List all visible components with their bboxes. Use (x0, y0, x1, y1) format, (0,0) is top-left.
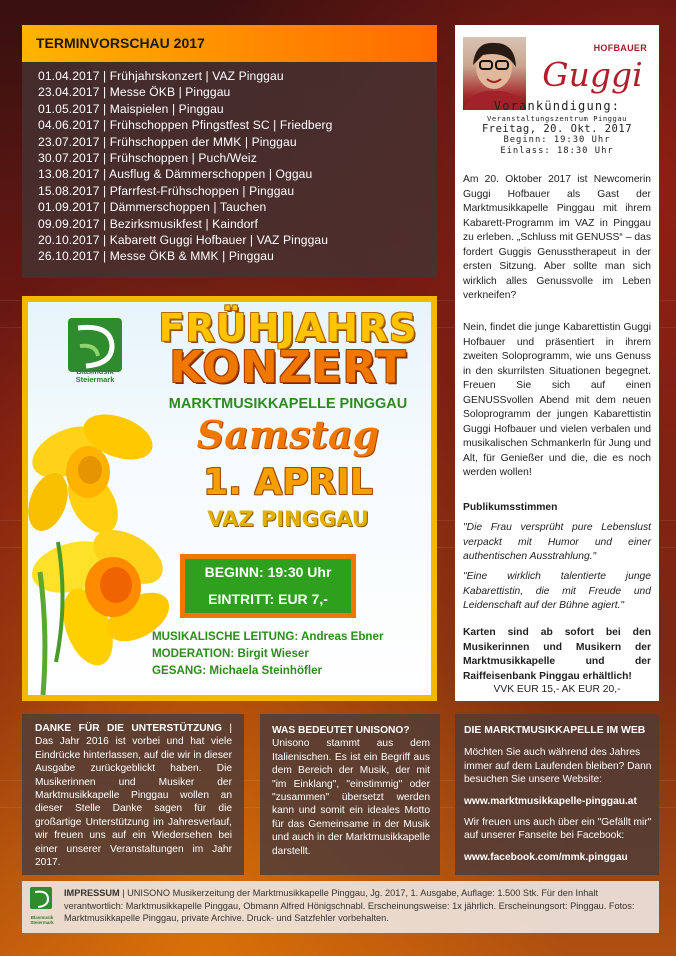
begin-time: BEGINN: 19:30 Uhr (204, 564, 332, 580)
time-price-box (180, 554, 356, 618)
logo-caption-small: Blasmusik Steiermark (30, 915, 54, 925)
unisono-text: Unisono stammt aus dem Italienischen. Es ist ein Begriff aus dem Bereich der Musik, der mit "im Einklang", "einstimmig" oder "zusammen" übersetzt werden kann und somit ein ideales Motto für das Gemeinsame in der Musik und auch in der Marktmusikkapelle darstellt. (272, 738, 430, 857)
event-item: 01.05.2017 | Maispielen | Pinggau (38, 101, 224, 116)
poster-inner (28, 302, 431, 695)
event-item: 01.09.2017 | Dämmerschoppen | Tauchen (38, 200, 267, 215)
facebook-link[interactable]: www.facebook.com/mmk.pinggau (464, 851, 628, 863)
event-item: 01.04.2017 | Frühjahrskonzert | VAZ Pinggau (38, 69, 284, 83)
web-text-1: Möchten Sie auch während des Jahres immer auf dem Laufenden bleiben? Dann besuchen Sie unsere Website: (464, 747, 652, 786)
announcement-title: Vorankündigung: (493, 99, 621, 113)
event-item: 23.07.2017 | Frühschoppen der MMK | Pinggau (38, 134, 297, 149)
web-box (455, 714, 659, 875)
event-item: 30.07.2017 | Frühschoppen | Puch/Weiz (38, 151, 257, 166)
credit-line: MUSIKALISCHE LEITUNG: Andreas Ebner (152, 630, 384, 643)
impressum-footer (22, 881, 659, 933)
kabarett-announcement (455, 25, 659, 701)
logo-caption: Blasmusik Steiermark (75, 367, 115, 384)
event-item: 20.10.2017 | Kabarett Guggi Hofbauer | VAZ Pinggau (38, 233, 329, 248)
poster-venue: VAZ PINGGAU (207, 507, 369, 531)
impressum-text: | UNISONO Musikerzeitung der Marktmusikkapelle Pinggau, Jg. 2017, 1. Ausgabe, Auflage: 1.500 Stk. Für den Inhalt verantwortlich: Marktmusikkapelle Pinggau, Obmann Alfred Hönigschnabl. Erscheinungsweise: 1x jährlich. Erscheinungsort: Pinggau. Fotos: Marktmusikkapelle Pinggau, private Archive. Druck- und Satzfehler vorbehalten. (64, 888, 635, 924)
poster-credits (152, 628, 431, 679)
ticket-info: Karten sind ab sofort bei den Musikerinnen und Musikern der Marktmusikkapelle und der Raiffeisenbank Pinggau erhältlich! (463, 627, 651, 682)
thanks-title: DANKE FÜR DIE UNTERSTÜTZUNG (35, 723, 222, 734)
entry-price: EINTRITT: EUR 7,- (208, 591, 328, 607)
thanks-box (22, 714, 244, 875)
announcement-begin: Beginn: 19:30 Uhr (503, 135, 611, 145)
audience-quote-1: "Die Frau versprüht pure Lebenslust verpackt mit Humor und einer authentischen Ausstrahlung." (463, 522, 651, 562)
event-item: 09.09.2017 | Bezirksmusikfest | Kaindorf (38, 216, 259, 231)
event-item: 15.08.2017 | Pfarrfest-Frühschoppen | Pinggau (38, 183, 295, 198)
concert-poster (22, 296, 437, 701)
poster-title-line1: FRÜHJAHRS (158, 306, 418, 350)
web-text-2: Wir freuen uns auch über ein "Gefällt mir" auf unserer Fanseite bei Facebook: (464, 817, 652, 842)
announcement-venue: Veranstaltungszentrum Pinggau (487, 114, 627, 123)
credit-line: MODERATION: Birgit Wieser (152, 647, 309, 660)
announcement-entry: Einlass: 18:30 Uhr (500, 145, 614, 156)
thanks-separator: | (221, 723, 232, 734)
blasmusik-logo-small (30, 887, 52, 915)
unisono-box (260, 714, 440, 875)
thanks-text: Das Jahr 2016 ist vorbei und hat viele Eindrücke hinterlassen, auf die wir in dieser Ausgabe zurückgeblickt haben. Die Musikerinnen und Musiker der Marktmusikkapelle Pinggau wollen an dieser Stelle Danke sagen für die großartige Unterstützung im Jahresverlauf, wir freuen uns auf ein Wiedersehen bei einer unserer Veranstaltungen im Jahr 2017. (35, 736, 232, 869)
announcement-paragraph-2: Nein, findet die junge Kabarettistin Guggi Hofbauer und präsentiert in ihrem zweiten Soloprogramm, wie uns Genuss in den skurrilsten Situationen begegnet. Freuen Sie sich auf einen GENUSSvollen Abend mit dem neuen Soloprogramm der jungen Kabarettistin Guggi Hofbauer und vielen verbalen und musikalischen Schmankerln für Jung und Alt, für Genießer und die, die es noch werden wollen! (463, 322, 651, 478)
event-list (22, 68, 437, 265)
terminvorschau-title: TERMINVORSCHAU 2017 (22, 25, 437, 62)
poster-date: 1. APRIL (203, 462, 373, 503)
unisono-title: WAS BEDEUTET UNISONO? (272, 725, 410, 736)
impressum-label: IMPRESSUM (64, 888, 120, 898)
brand-logo-script: Guggi (542, 55, 643, 94)
audience-quote-2: "Eine wirklich talentierte junge Kabarettistin, die mit Freude und Leidenschaft auf der Bühne agiert." (463, 571, 651, 611)
website-link[interactable]: www.marktmusikkapelle-pinggau.at (464, 795, 637, 807)
event-item: 13.08.2017 | Ausflug & Dämmerschoppen | Oggau (38, 167, 313, 182)
poster-day: Samstag (196, 412, 380, 457)
credit-line: GESANG: Michaela Steinhöfler (152, 664, 323, 677)
audience-voices-title: Publikumsstimmen (463, 502, 558, 513)
brand-surname: HOFBAUER (593, 43, 647, 53)
announcement-header (455, 99, 659, 156)
web-title: DIE MARKTMUSIKKAPELLE IM WEB (464, 725, 646, 736)
terminvorschau-panel (22, 25, 437, 278)
ticket-price: VVK EUR 15,- AK EUR 20,- (493, 684, 621, 695)
event-item: 04.06.2017 | Frühschoppen Pfingstfest SC | Friedberg (38, 118, 333, 133)
poster-title-line2: KONZERT (169, 342, 407, 393)
event-item: 23.04.2017 | Messe ÖKB | Pinggau (38, 85, 231, 100)
announcement-paragraph-1: Am 20. Oktober 2017 ist Newcomerin Guggi Hofbauer als Gast der Marktmusikkapelle Pinggau mit ihrem Kabarett-Programm im VAZ in Pinggau zu erleben. „Schluss mit GENUSS“ – das fordert Guggis Genusstherapeut in der ersten Sitzung. Aber sollte man sich wirklich alles Genussvolle im Leben verkneifen? (463, 174, 651, 301)
event-item: 26.10.2017 | Messe ÖKB & MMK | Pinggau (38, 249, 274, 264)
poster-subtitle: MARKTMUSIKKAPELLE PINGGAU (168, 396, 408, 412)
announcement-date: Freitag, 20. Okt. 2017 (481, 123, 633, 135)
